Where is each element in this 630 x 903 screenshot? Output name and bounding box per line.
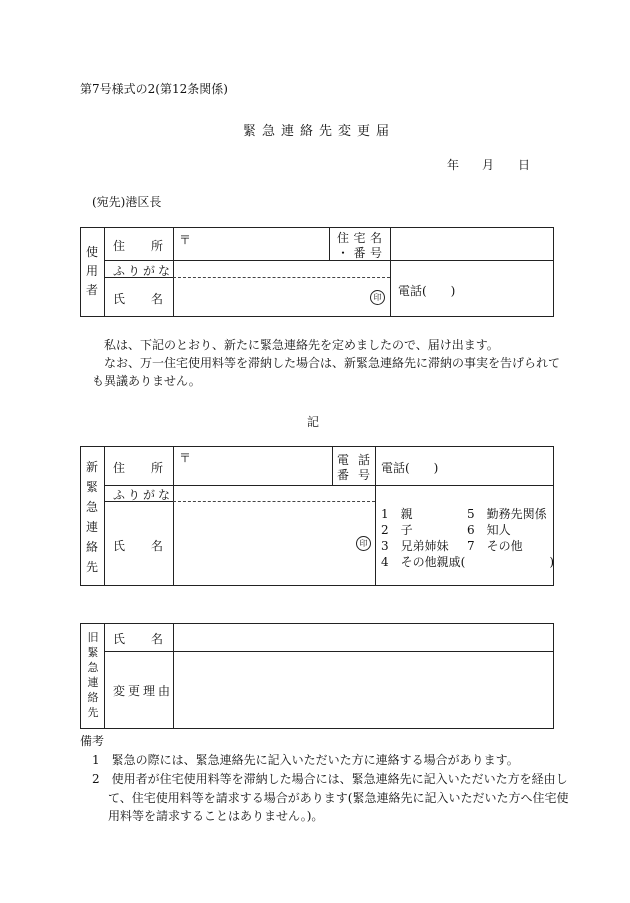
new-seal-mark: 印	[356, 536, 371, 551]
relation-option[interactable]: 3 兄弟姉妹	[381, 539, 449, 553]
user-seal-mark: 印	[370, 290, 385, 305]
note-item: 2 使用者が住宅使用料等を滞納した場合には、緊急連絡先に記入いただいた方を経由し	[92, 772, 568, 786]
user-side-label: 使用者	[85, 245, 98, 297]
new-address-label: 住 所	[113, 461, 163, 475]
user-table	[80, 227, 554, 317]
user-address-label: 住 所	[113, 239, 163, 253]
old-name-field[interactable]	[176, 626, 551, 649]
new-name-field[interactable]	[176, 505, 346, 581]
user-furigana-label: ふりがな	[113, 264, 174, 278]
note-continuation-2: 用料等を請求することはありません。)。	[108, 809, 324, 823]
form-number: 第7号様式の2(第12条関係)	[80, 82, 228, 96]
user-address-field[interactable]	[191, 230, 326, 258]
new-contact-side-label: 新緊急連絡先	[85, 460, 98, 574]
new-postal-mark: 〒	[179, 451, 192, 465]
relation-option[interactable]: 2 子	[381, 523, 413, 537]
statement-line-1: 私は、下記のとおり、新たに緊急連絡先を定めましたので、届け出ます。	[104, 338, 499, 352]
new-phone-label-2: 番 号	[337, 468, 370, 482]
user-room-number-label: ・ 番 号	[337, 246, 382, 260]
new-furigana-label: ふりがな	[113, 488, 174, 502]
user-home-name-field[interactable]	[393, 230, 551, 258]
new-phone-label-1: 電 話	[337, 453, 370, 467]
new-contact-table	[80, 446, 554, 586]
statement-line-2: なお、万一住宅使用料等を滞納した場合は、新緊急連絡先に滞納の事実を告げられて	[104, 356, 561, 370]
old-reason-label: 変更理由	[113, 684, 174, 698]
user-name-field[interactable]	[176, 280, 366, 314]
new-name-label: 氏 名	[113, 539, 163, 553]
user-name-label: 氏 名	[113, 292, 163, 306]
note-continuation-1: て、住宅使用料等を請求する場合があります(緊急連絡先に記入いただいた方へ住宅使	[108, 791, 569, 805]
ki-heading: 記	[307, 415, 320, 429]
notes-heading: 備考	[80, 734, 105, 748]
user-postal-mark: 〒	[179, 233, 192, 247]
old-contact-side-label: 旧緊急連絡先	[87, 631, 99, 719]
date-month: 月	[482, 158, 495, 172]
user-furigana-field[interactable]	[176, 262, 386, 276]
document-title: 緊急連絡先変更届	[243, 124, 396, 139]
relation-option[interactable]: 6 知人	[467, 523, 511, 537]
note-item: 1 緊急の際には、緊急連絡先に記入いただいた方に連絡する場合があります。	[92, 753, 519, 767]
user-home-name-label: 住 宅 名	[337, 231, 382, 245]
statement-line-3: も異議ありません。	[92, 374, 201, 388]
relation-option[interactable]: 7 その他	[467, 539, 523, 553]
new-furigana-field[interactable]	[176, 487, 371, 500]
date-day: 日	[518, 158, 531, 172]
old-name-label: 氏 名	[113, 632, 163, 646]
user-phone[interactable]: 電話( )	[398, 284, 456, 298]
date-year: 年	[447, 158, 460, 172]
addressee: (宛先)港区長	[92, 195, 162, 209]
new-address-field[interactable]	[191, 449, 329, 483]
relation-option[interactable]: 1 親	[381, 507, 413, 521]
relation-option-other-relatives[interactable]: 4 その他親戚( )	[381, 555, 554, 569]
old-reason-field[interactable]	[176, 654, 551, 726]
old-contact-table	[80, 623, 554, 729]
new-phone[interactable]: 電話( )	[381, 461, 439, 475]
relation-option[interactable]: 5 勤務先関係	[467, 507, 547, 521]
